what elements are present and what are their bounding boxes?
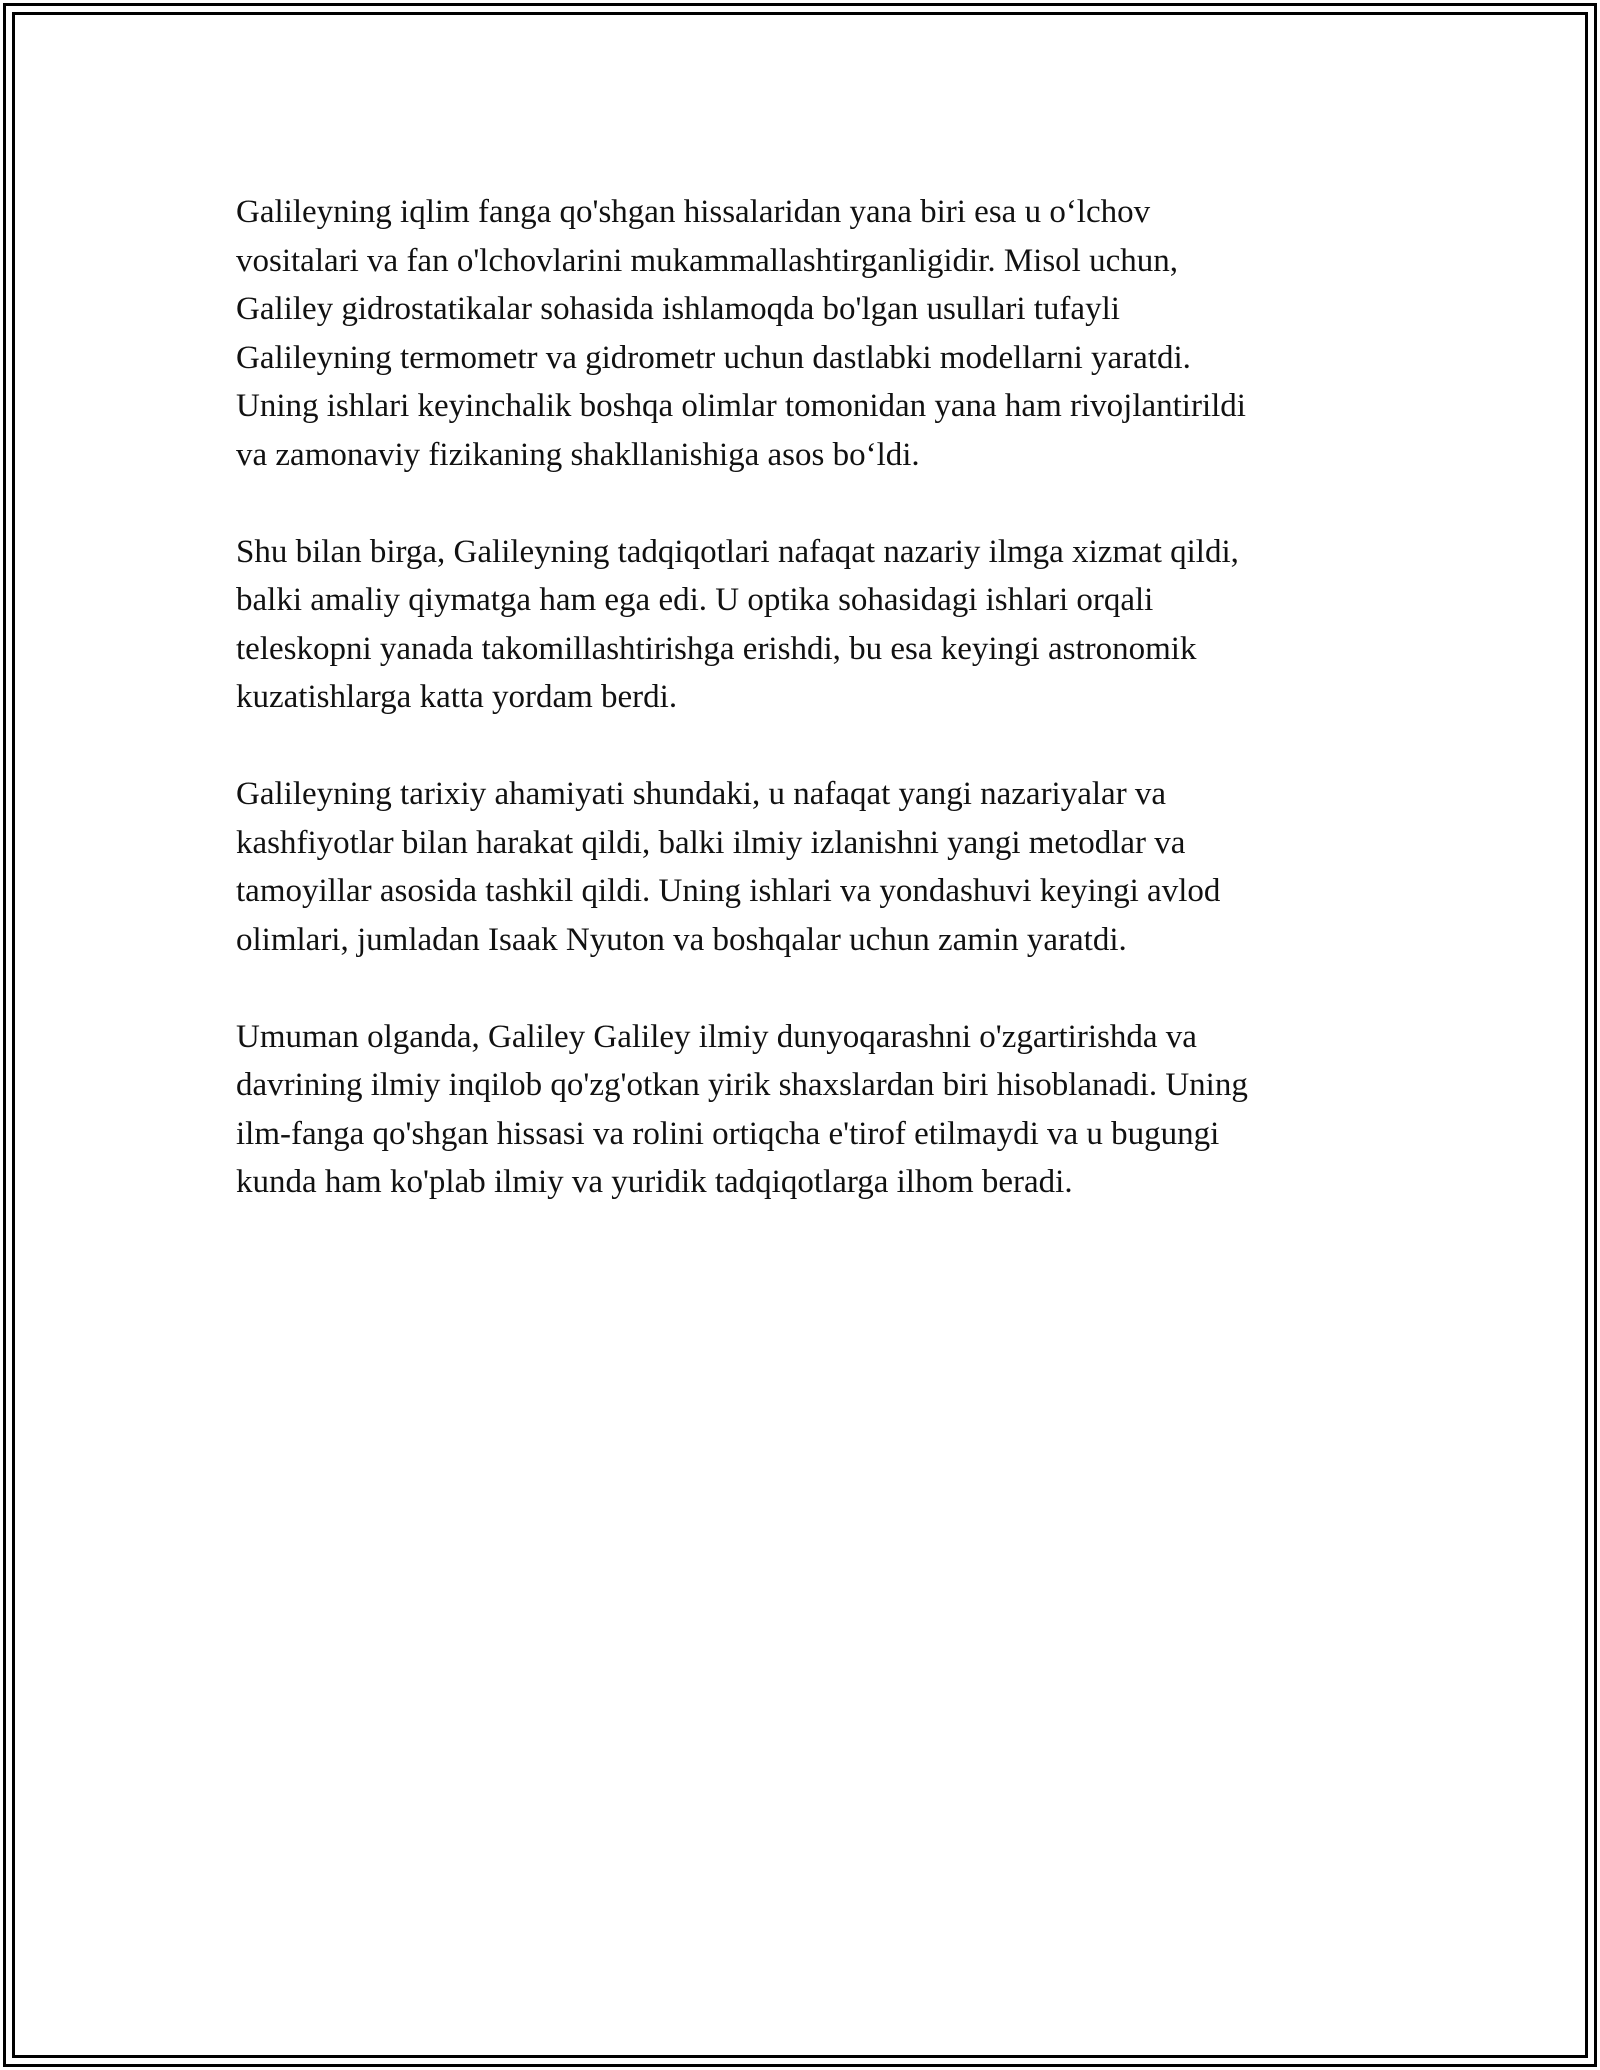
paragraph-conclusion: Umuman olganda, Galiley Galiley ilmiy dunyoqarashni o'zgartirishda va davrining ilmiy inqilob qo'zg'otkan yirik shaxslardan biri hisoblanadi. Uning ilm-fanga qo'shgan hissasi va rolini ortiqcha e'tirof etilmaydi va u bugungi kunda ham ko'plab ilmiy va yuridik tadqiqotlarga ilhom beradi. (236, 1018, 1248, 1200)
document-body (236, 188, 1376, 1255)
paragraph-measuring-instruments: Galileyning iqlim fanga qo'shgan hissalaridan yana biri esa u o‘lchov vositalari va fan o'lchovlarini mukammallashtirganligidir. Misol uchun, Galiley gidrostatikalar sohasida ishlamoqda bo'lgan usullari tufayli Galileyning termometr va gidrometr uchun dastlabki modellarni yaratdi. Uning ishlari keyinchalik boshqa olimlar tomonidan yana ham rivojlantirildi va zamonaviy fizikaning shakllanishiga asos bo‘ldi. (236, 194, 1246, 473)
paragraph-practical-value: Shu bilan birga, Galileyning tadqiqotlari nafaqat nazariy ilmga xizmat qildi, balki amaliy qiymatga ham ega edi. U optika sohasidagi ishlari orqali teleskopni yanada takomillashtirishga erishdi, bu esa keyingi astronomik kuzatishlarga katta yordam berdi. (236, 533, 1239, 715)
paragraph-historical-significance: Galileyning tarixiy ahamiyati shundaki, u nafaqat yangi nazariyalar va kashfiyotlar bilan harakat qildi, balki ilmiy izlanishni yangi metodlar va tamoyillar asosida tashkil qildi. Uning ishlari va yondashuvi keyingi avlod olimlari, jumladan Isaak Nyuton va boshqalar uchun zamin yaratdi. (236, 776, 1221, 958)
